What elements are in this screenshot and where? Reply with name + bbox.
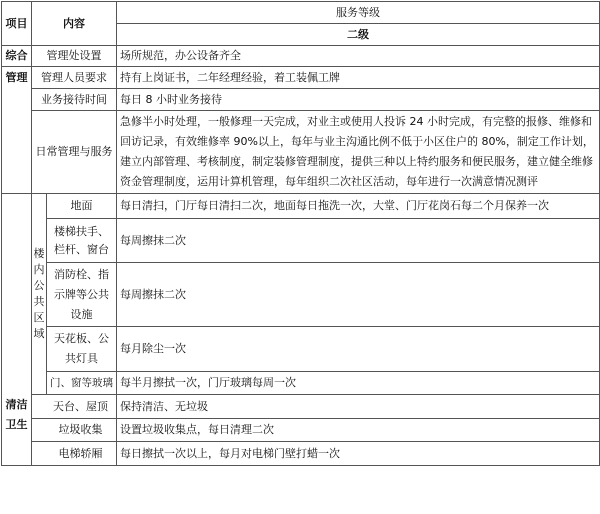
subcategory-char-3: 公 <box>33 279 45 292</box>
category-qingjie-line1: 清洁 <box>5 398 28 411</box>
item-garbage: 垃圾收集 <box>32 419 117 442</box>
item-elevator: 电梯轿厢 <box>32 442 117 466</box>
item-fire-hydrant: 消防栓、指示牌等公共设施 <box>47 263 117 327</box>
desc-glass: 每半月擦拭一次，门厅玻璃每周一次 <box>117 372 600 395</box>
subcategory-char-6: 域 <box>33 327 45 340</box>
item-ceiling-lamps: 天花板、公共灯具 <box>47 327 117 372</box>
header-content: 内容 <box>32 2 117 46</box>
desc-rooftop: 保持清洁、无垃圾 <box>117 395 600 419</box>
item-glass: 门、窗等玻璃 <box>47 372 117 395</box>
desc-office-setup: 场所规范，办公设备齐全 <box>117 46 600 67</box>
header-item: 项目 <box>2 2 32 46</box>
desc-garbage: 设置垃圾收集点，每日清理二次 <box>117 419 600 442</box>
item-daily-management: 日常管理与服务 <box>32 111 117 194</box>
desc-reception-hours: 每日 8 小时业务接待 <box>117 89 600 111</box>
desc-staff-requirement: 持有上岗证书，二年经理经验，着工装佩工牌 <box>117 67 600 89</box>
category-zonghe: 综合 <box>2 46 32 67</box>
category-qingjie-line2: 卫生 <box>5 418 28 431</box>
subcategory-char-1: 楼 <box>33 247 45 260</box>
subcategory-char-5: 区 <box>33 311 45 324</box>
subcategory-char-4: 共 <box>33 295 45 308</box>
desc-fire-hydrant: 每周擦抹二次 <box>117 263 600 327</box>
subcategory-public-area <box>32 194 47 395</box>
desc-elevator: 每日擦拭一次以上，每月对电梯门壁打蜡一次 <box>117 442 600 466</box>
category-guanli: 管理 <box>2 67 32 194</box>
item-stair-railing: 楼梯扶手、栏杆、窗台 <box>47 219 117 263</box>
desc-daily-management: 急修半小时处理，一般修理一天完成，对业主或使用人投诉 24 小时完成，有完整的报修、维修和回访记录，有效维修率 90%以上，每年与业主沟通比例不低于小区住户的 80%，制定工作计划，建立内部管理、考核制度，制定装修管理制度，提供三种以上特约服务和便民服务，建立健全维修资金管理制度，运用计算机管理，每年组织二次社区活动，每年进行一次满意情况测评 <box>117 111 600 194</box>
desc-floor: 每日清扫，门厅每日清扫二次，地面每日拖洗一次，大堂、门厅花岗石每二个月保养一次 <box>117 194 600 219</box>
item-rooftop: 天台、屋顶 <box>32 395 117 419</box>
item-reception-hours: 业务接待时间 <box>32 89 117 111</box>
subcategory-char-2: 内 <box>33 263 45 276</box>
header-service-level: 服务等级 <box>117 2 600 24</box>
service-standard-table <box>1 1 600 466</box>
desc-stair-railing: 每周擦抹二次 <box>117 219 600 263</box>
item-office-setup: 管理处设置 <box>32 46 117 67</box>
item-floor: 地面 <box>47 194 117 219</box>
category-qingjie <box>2 194 32 466</box>
header-level-two: 二级 <box>117 24 600 46</box>
desc-ceiling-lamps: 每月除尘一次 <box>117 327 600 372</box>
item-staff-requirement: 管理人员要求 <box>32 67 117 89</box>
